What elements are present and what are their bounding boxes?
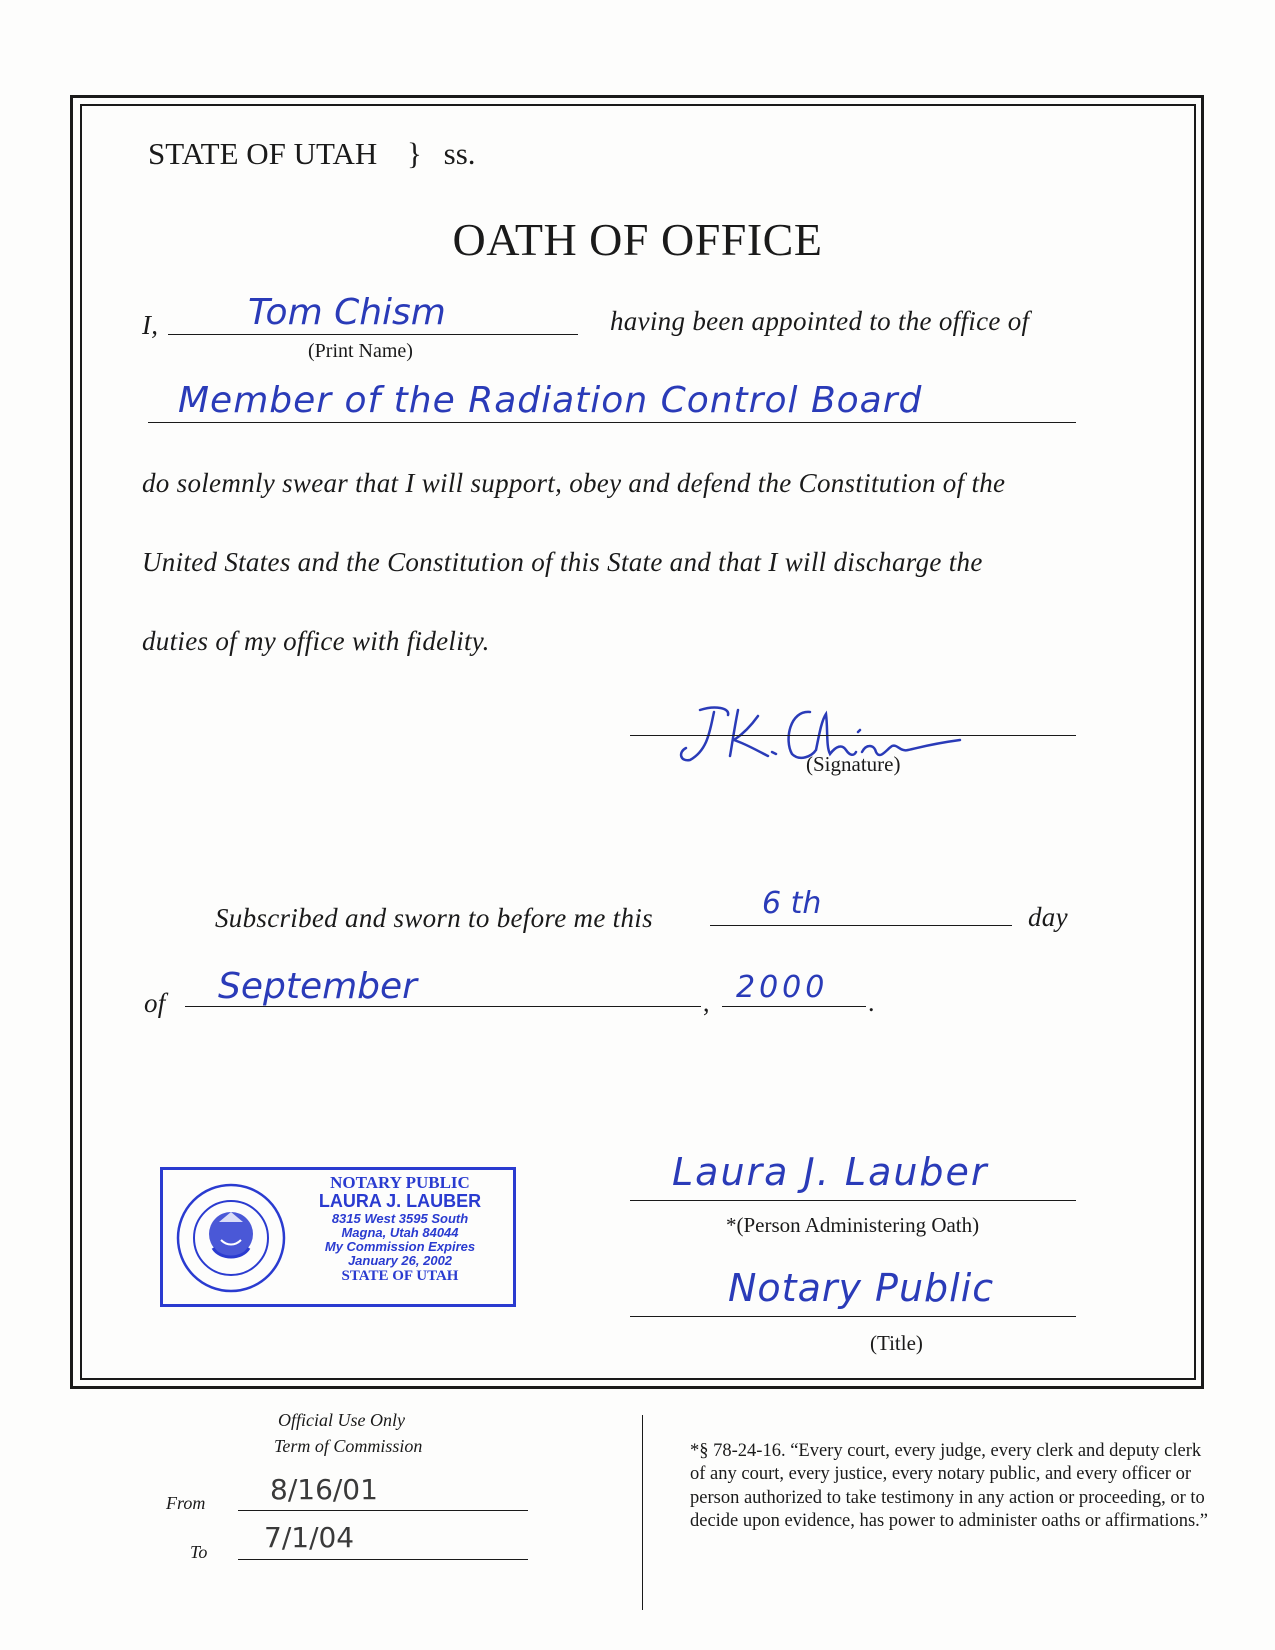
to-value[interactable]: 7/1/04	[264, 1521, 355, 1554]
appointed-text: having been appointed to the office of	[610, 306, 1030, 336]
of-label: of	[144, 988, 166, 1018]
stamp-line-4: Magna, Utah 84044	[341, 1224, 459, 1240]
office-line	[148, 422, 1076, 423]
official-heading-1: Official Use Only	[278, 1410, 405, 1430]
from-line	[238, 1510, 528, 1511]
notary-stamp	[160, 1167, 516, 1307]
comma: ,	[703, 988, 710, 1017]
oath-line-3: duties of my office with fidelity.	[142, 626, 490, 656]
office-value[interactable]: Member of the Radiation Control Board	[178, 380, 923, 421]
brace: }	[407, 136, 422, 171]
title-caption: (Title)	[870, 1331, 923, 1355]
footer-divider	[642, 1415, 643, 1610]
from-label: From	[166, 1493, 206, 1513]
print-name-line	[168, 334, 578, 335]
stamp-line-1: NOTARY PUBLIC	[330, 1173, 470, 1192]
stamp-line-3: 8315 West 3595 South	[331, 1210, 469, 1226]
ss-label: ss.	[443, 136, 476, 171]
to-label: To	[190, 1542, 208, 1562]
signature-line	[630, 735, 1076, 736]
day-line	[710, 925, 1012, 926]
sworn-text: Subscribed and sworn to before me this	[215, 903, 653, 933]
month-line	[185, 1006, 701, 1007]
to-line	[238, 1559, 528, 1560]
state-seal-icon	[175, 1182, 287, 1294]
statute-text: *§ 78-24-16. “Every court, every judge, every clerk and deputy clerk of any court, every justice, every notary public, and every officer or person authorized to take testimony in any action or proceeding, or to decide upon evidence, has power to administer oaths or affirmations.”	[690, 1441, 1209, 1532]
print-name-caption: (Print Name)	[308, 340, 413, 362]
day-value[interactable]: 6 th	[762, 886, 822, 921]
day-label: day	[1028, 902, 1068, 932]
month-value[interactable]: September	[218, 966, 417, 1007]
oath-line-1: do solemnly swear that I will support, obey and defend the Constitution of the	[142, 468, 1006, 498]
administering-caption: *(Person Administering Oath)	[726, 1213, 980, 1237]
stamp-line-2: LAURA J. LAUBER	[318, 1191, 482, 1212]
administering-signature: Laura J. Lauber	[672, 1150, 989, 1194]
print-name-value[interactable]: Tom Chism	[248, 292, 446, 333]
state-heading	[148, 136, 476, 172]
official-heading-2: Term of Commission	[274, 1436, 423, 1456]
year-line	[722, 1006, 866, 1007]
signature-caption: (Signature)	[806, 752, 901, 776]
stamp-line-5: My Commission Expires	[324, 1238, 476, 1254]
oath-line-2: United States and the Constitution of this State and that I will discharge the	[142, 547, 983, 577]
stamp-line-7: STATE OF UTAH	[341, 1267, 459, 1284]
document-title: OATH OF OFFICE	[452, 214, 823, 265]
administering-line	[630, 1200, 1076, 1201]
from-value[interactable]: 8/16/01	[270, 1473, 378, 1506]
year-value[interactable]: 2000	[736, 970, 829, 1005]
state-label: STATE OF UTAH	[148, 136, 378, 171]
title-value[interactable]: Notary Public	[728, 1266, 995, 1310]
title-line	[630, 1316, 1076, 1317]
stamp-line-6: January 26, 2002	[347, 1252, 453, 1268]
period: .	[868, 988, 875, 1017]
pronoun-i: I,	[142, 310, 159, 340]
